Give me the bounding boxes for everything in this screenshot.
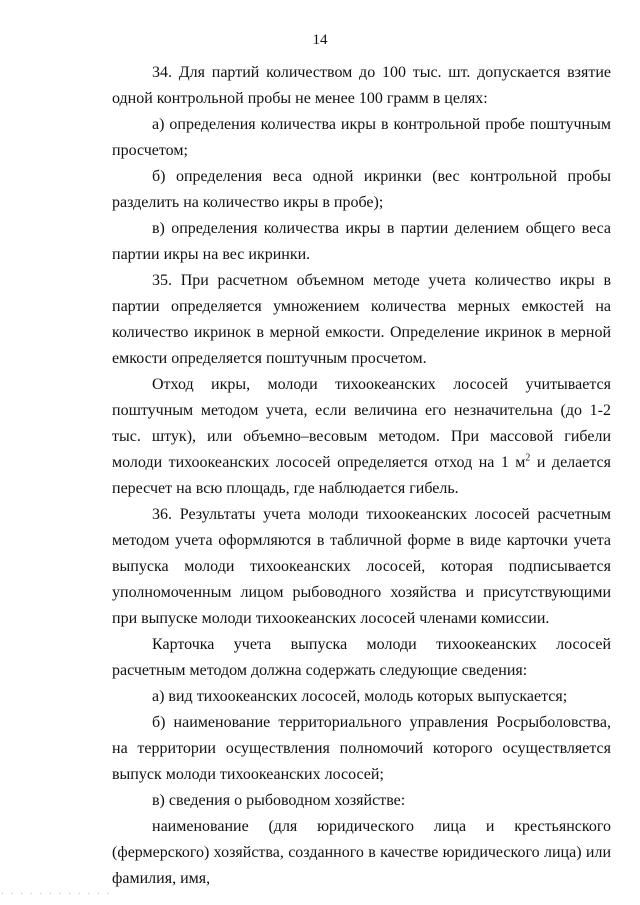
page-number: 14 [312, 32, 328, 48]
paragraph-name: наименование (для юридического лица и крестьянского (фермерского) хозяйства, созданного в качестве юридического лица) или фамилия, имя, [112, 818, 611, 887]
paragraph-waste [112, 372, 611, 502]
paragraph-35: 35. При расчетном объемном методе учета количество икры в партии определяется умножением количества мерных емкостей на количество икринок в мерной емкости. Определение икринок в мерной емкости определяется поштучным просчетом. [112, 272, 611, 367]
scan-edge-marks: . . . . . . . . . . . . [0, 888, 111, 897]
list-item-c: в) определения количества икры в партии делением общего веса партии икры на вес икринки. [112, 220, 611, 263]
document-body [112, 60, 611, 892]
paragraph-waste-text-2: и делается пересчет на всю площадь, где наблюдается гибель. [112, 454, 611, 497]
paragraph-waste-text-1: Отход икры, молоди тихоокеанских лососей учитывается поштучным методом учета, если величина его незначительна (до 1-2 тыс. штук), или объемно–весовым методом. При массовой гибели молоди тихоокеанских лососей определяется отход на 1 м [112, 376, 611, 471]
paragraph-34: 34. Для партий количеством до 100 тыс. шт. допускается взятие одной контрольной пробы не менее 100 грамм в целях: [112, 64, 611, 107]
card-item-a: а) вид тихоокеанских лососей, молодь которых выпускается; [152, 688, 568, 705]
list-item-b: б) определения веса одной икринки (вес контрольной пробы разделить на количество икры в пробе); [112, 168, 611, 211]
card-item-b: б) наименование территориального управления Росрыболовства, на территории осуществления полномочий которого осуществляется выпуск молоди тихоокеанских лососей; [112, 714, 611, 783]
card-item-c: в) сведения о рыбоводном хозяйстве: [152, 792, 406, 809]
paragraph-card: Карточка учета выпуска молоди тихоокеанских лососей расчетным методом должна содержать следующие сведения: [112, 636, 611, 679]
list-item-a: а) определения количества икры в контрольной пробе поштучным просчетом; [112, 116, 611, 159]
paragraph-36: 36. Результаты учета молоди тихоокеанских лососей расчетным методом учета оформляются в табличной форме в виде карточки учета выпуска молоди тихоокеанских лососей, которая подписывается уполномоченным лицом рыбоводного хозяйства и присутствующими при выпуске молоди тихоокеанских лососей членами комиссии. [112, 506, 611, 627]
superscript-2: 2 [525, 452, 531, 464]
